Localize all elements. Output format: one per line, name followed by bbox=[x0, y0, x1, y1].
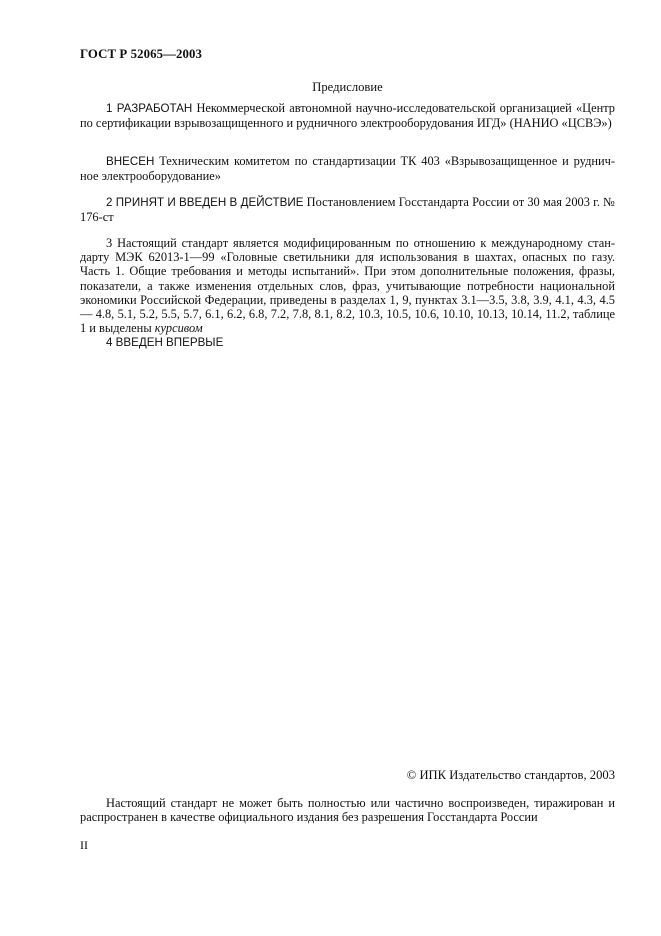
paragraph-label: 2 ПРИНЯТ И ВВЕДЕН В ДЕЙСТВИЕ bbox=[106, 196, 304, 209]
paragraph-submitted-by bbox=[80, 154, 615, 183]
page-title: Предисловие bbox=[312, 80, 383, 94]
copyright-line: © ИПК Издательство стандартов, 2003 bbox=[406, 768, 615, 782]
page-number: II bbox=[80, 838, 88, 852]
reproduction-notice: Настоящий стандарт не может быть полностью или частично воспроизведен, тиражирован и распространен в качестве официального издания без разрешения Госстандарта России bbox=[80, 796, 615, 825]
paragraph-modification-note bbox=[80, 236, 615, 335]
paragraph-text: 3 Настоящий стандарт является модифицированным по отношению к международному стан-дарту МЭК 62013-1—99 «Головные светильники для использования в шахтах, опасных по газу. Часть 1. Общие требования и методы испытаний». При этом дополнительные положения, фразы, показатели, а также изменения отдельных слов, фраз, учитывающие потребности национальной экономики Российской Федерации, приведены в разделах 1, 9, пунктах 3.1—3.5, 3.8, 3.9, 4.1, 4.3, 4.5 — 4.8, 5.1, 5.2, 5.5, 5.7, 6.1, 6.2, 6.8, 7.2, 7.8, 8.1, 8.2, 10.3, 10.5, 10.6, 10.10, 10.13, 10.14, 11.2, таблице 1 и выделены bbox=[80, 236, 615, 336]
paragraph-first-introduced bbox=[80, 335, 615, 350]
paragraph-text: Постановлением Госстандарта России от 30 мая 2003 г. № 176-ст bbox=[80, 195, 615, 225]
paragraph-text: Некоммерческой автономной научно-исследовательской организацией «Центр по сертификации взрывозащищенного и рудничного электрооборудования ИГД» (НАНИО «ЦСВЭ») bbox=[80, 101, 615, 131]
paragraph-developed-by bbox=[80, 101, 615, 130]
paragraph-text: Техническим комитетом по стандартизации ТК 403 «Взрывозащищенное и руднич-ное электрооборудование» bbox=[80, 154, 615, 184]
paragraph-label: ВНЕСЕН bbox=[106, 155, 155, 168]
paragraph-italic-word: курсивом bbox=[154, 321, 203, 336]
paragraph-adopted bbox=[80, 195, 615, 224]
document-code-header: ГОСТ Р 52065—2003 bbox=[80, 47, 203, 61]
paragraph-label: 4 ВВЕДЕН ВПЕРВЫЕ bbox=[106, 336, 224, 349]
paragraph-label: 1 РАЗРАБОТАН bbox=[106, 102, 193, 115]
